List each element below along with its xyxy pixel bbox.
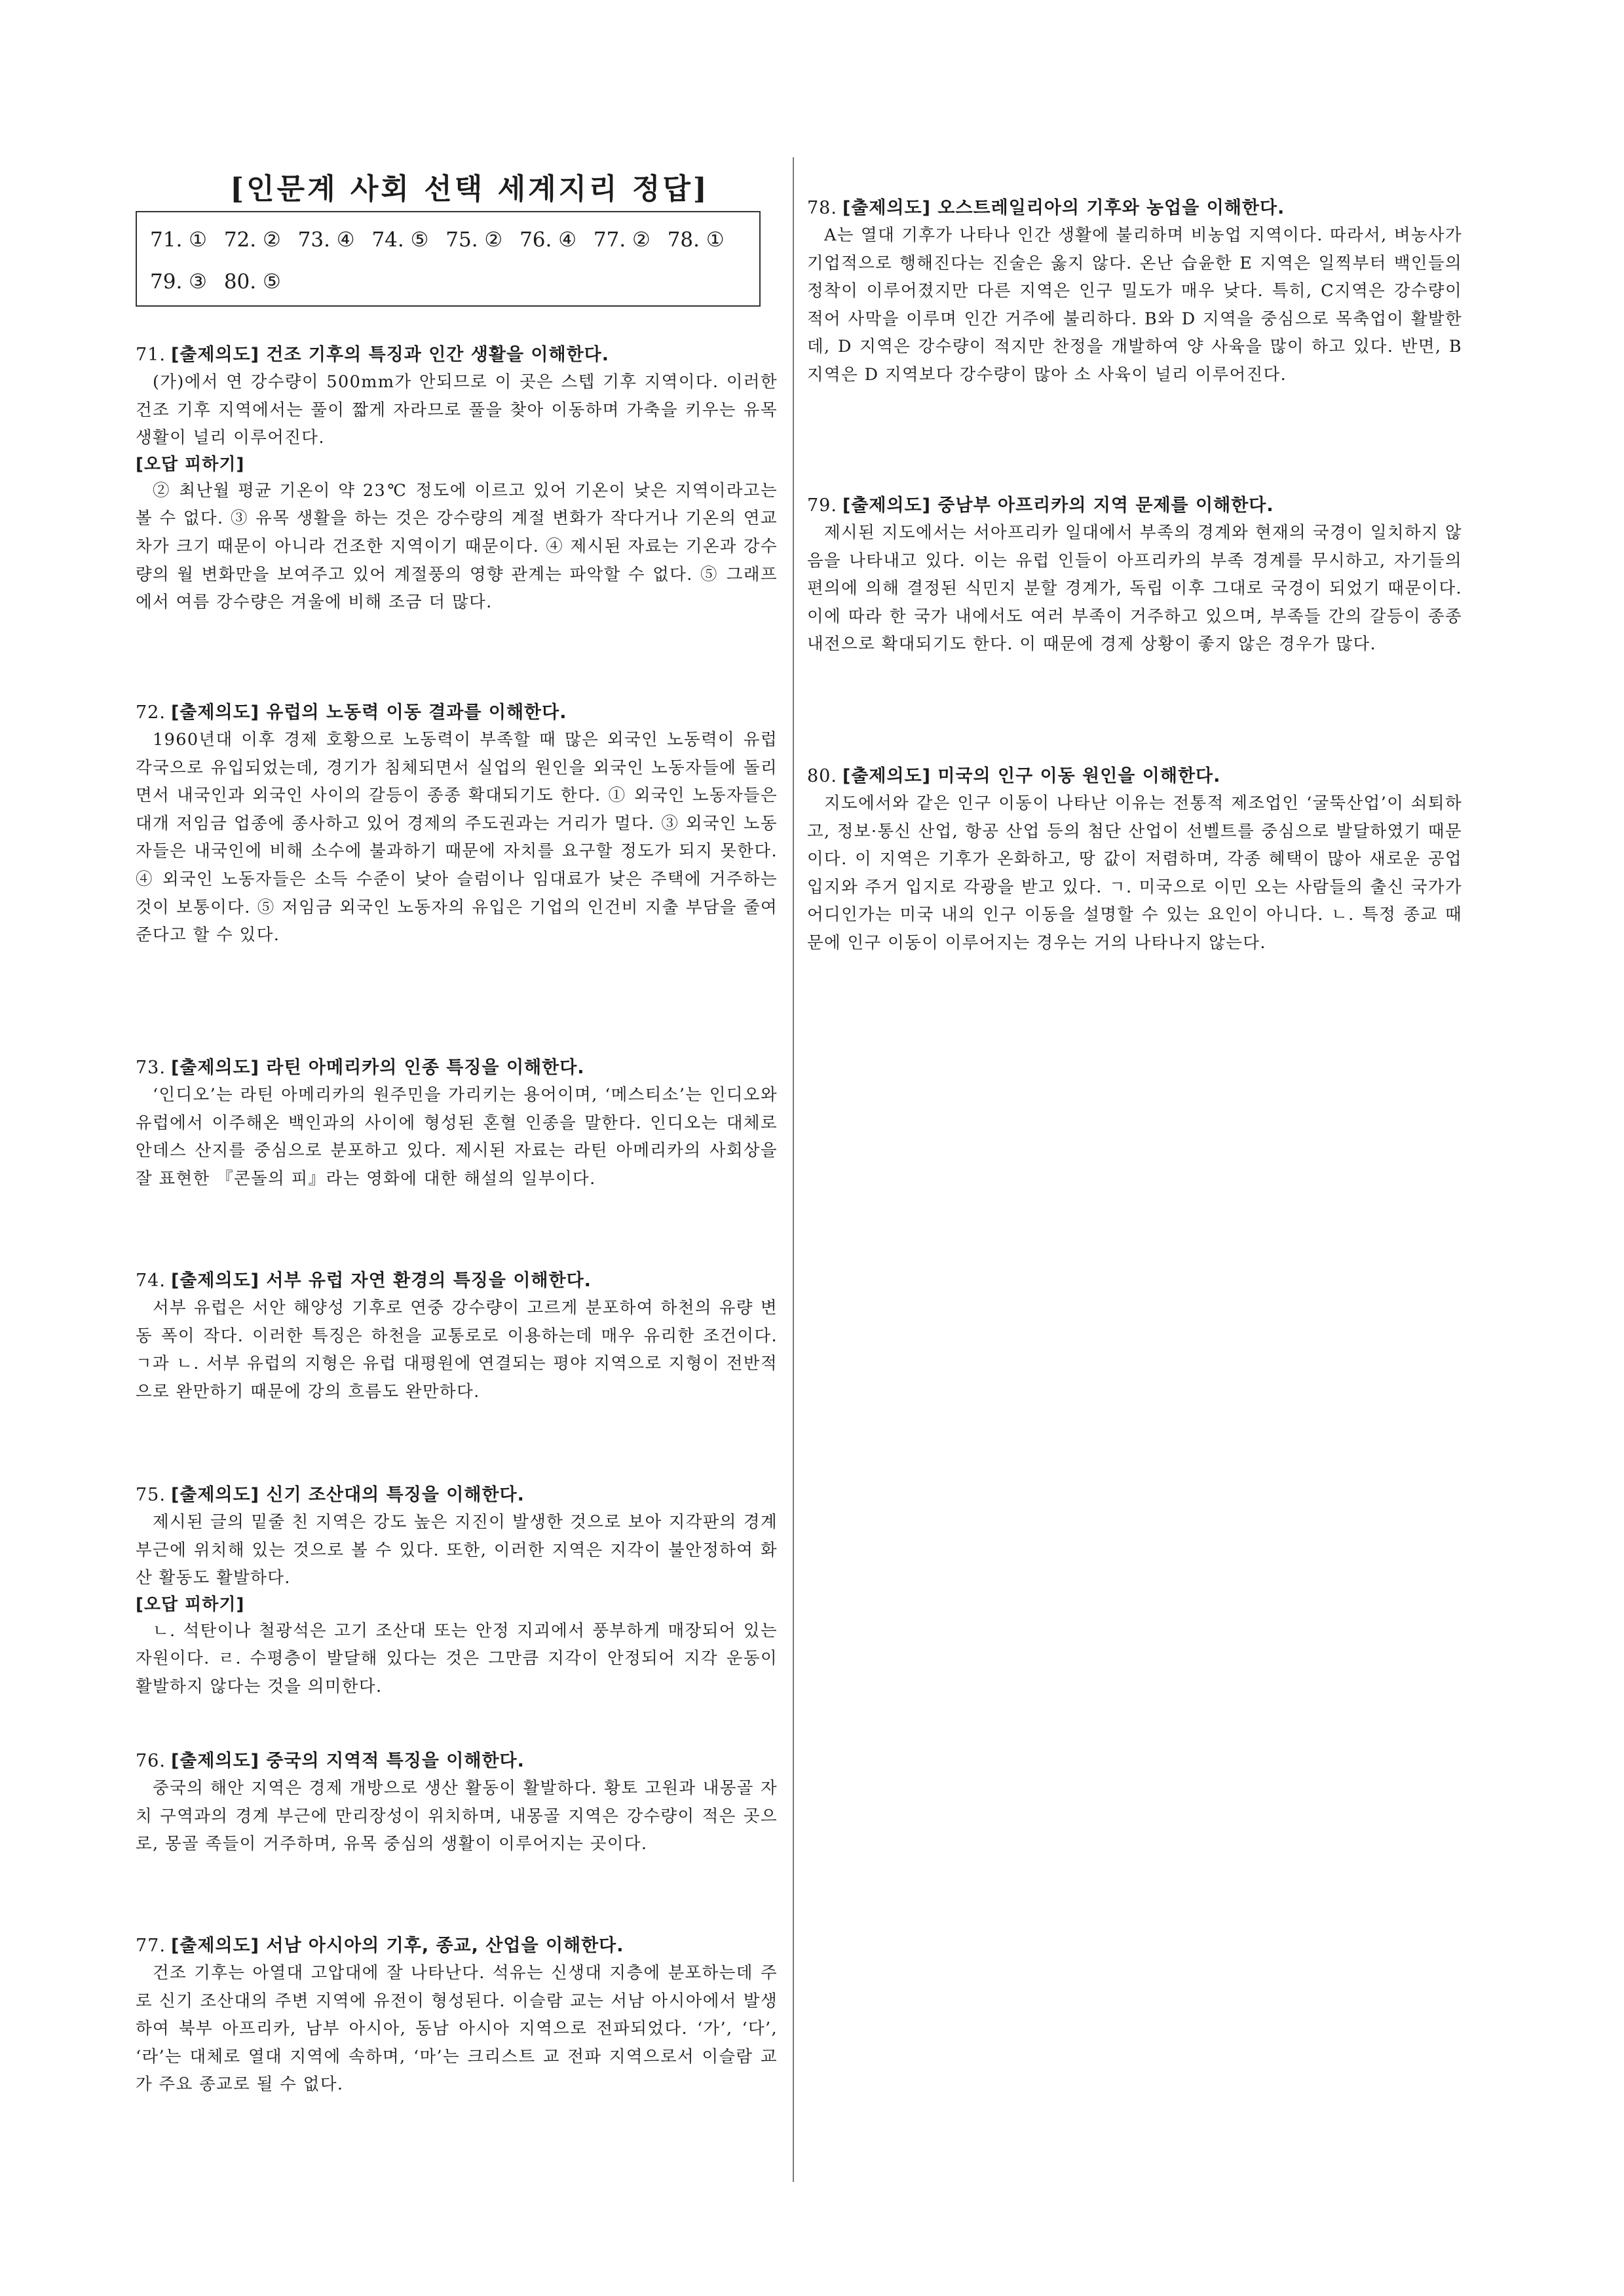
- question-73: [136, 1055, 778, 1193]
- answer-76: 76. ④: [519, 228, 577, 252]
- explanation-text: 건조 기후는 아열대 고압대에 잘 나타난다. 석유는 신생대 지층에 분포하는데 주로 신기 조산대의 주변 지역에 유전이 형성된다. 이슬람 교는 서남 아시아에서 발생하여 북부 아프리카, 남부 아시아, 동남 아시아 지역으로 전파되었다. ‘가’, ‘다’, ‘라’는 대체로 열대 지역에 속하며, ‘마’는 크리스트 교 전파 지역으로서 이슬람 교가 주요 종교로 될 수 없다.: [136, 1963, 778, 2095]
- question-heading: 74. [출제의도] 서부 유럽 자연 환경의 특징을 이해한다.: [136, 1271, 592, 1291]
- question-heading: 79. [출제의도] 중남부 아프리카의 지역 문제를 이해한다.: [807, 495, 1274, 516]
- question-78: [807, 195, 1462, 389]
- page-title: [인문계 사회 선택 세계지리 정답]: [230, 172, 709, 206]
- question-77: [136, 1933, 778, 2099]
- answer-80: 80. ⑤: [223, 270, 281, 294]
- question-74: [136, 1268, 778, 1406]
- explanation-text: 1960년대 이후 경제 호황으로 노동력이 부족할 때 많은 외국인 노동력이 유럽 각국으로 유입되었는데, 경기가 침체되면서 실업의 원인을 외국인 노동자들에 돌리면서 내국인과 외국인 사이의 갈등이 종종 확대되기도 한다. ① 외국인 노동자들은 대개 저임금 업종에 종사하고 있어 경제의 주도권과는 거리가 멀다. ③ 외국인 노동자들은 내국인에 비해 소수에 불과하기 때문에 자치를 요구할 정도가 되지 못한다. ④ 외국인 노동자들은 소득 수준이 낮아 슬럼이나 임대료가 낮은 주택에 거주하는 것이 보통이다. ⑤ 저임금 외국인 노동자의 유입은 기업의 인건비 지출 부담을 줄여준다고 할 수 있다.: [136, 730, 778, 946]
- answer-79: 79. ③: [150, 270, 207, 294]
- answer-77: 77. ②: [593, 228, 651, 252]
- answer-key-box: [136, 211, 761, 307]
- answer-73: 73. ④: [297, 228, 355, 252]
- question-heading: 72. [출제의도] 유럽의 노동력 이동 결과를 이해한다.: [136, 702, 567, 723]
- explanation-text: (가)에서 연 강수량이 500mm가 안되므로 이 곳은 스텝 기후 지역이다. 이러한 건조 기후 지역에서는 풀이 짧게 자라므로 풀을 찾아 이동하며 가축을 키우는 유목 생활이 널리 이루어진다.: [136, 372, 778, 448]
- answer-78: 78. ①: [667, 228, 725, 252]
- question-heading: 75. [출제의도] 신기 조산대의 특징을 이해한다.: [136, 1485, 525, 1505]
- question-80: [807, 763, 1462, 957]
- answer-75: 75. ②: [445, 228, 503, 252]
- wrong-answer-heading: [오답 피하기]: [136, 454, 245, 474]
- explanation-text: A는 열대 기후가 나타나 인간 생활에 불리하며 비농업 지역이다. 따라서, 벼농사가 기업적으로 행해진다는 진술은 옳지 않다. 온난 습윤한 E 지역은 일찍부터 백인들의 정착이 이루어졌지만 다른 지역은 인구 밀도가 매우 낮다. 특히, C지역은 강수량이 적어 사막을 이루며 인간 거주에 불리하다. B와 D 지역을 중심으로 목축업이 활발한데, D 지역은 강수량이 적지만 찬정을 개발하여 양 사육을 많이 하고 있다. 반면, B 지역은 D 지역보다 강수량이 많아 소 사육이 널리 이루어진다.: [807, 225, 1462, 385]
- question-72: [136, 700, 778, 949]
- explanation-text: ‘인디오’는 라틴 아메리카의 원주민을 가리키는 용어이며, ‘메스티소’는 인디오와 유럽에서 이주해온 백인과의 사이에 형성된 혼혈 인종을 말한다. 인디오는 대체로 안데스 산지를 중심으로 분포하고 있다. 제시된 자료는 라틴 아메리카의 사회상을 잘 표현한 『콘돌의 피』라는 영화에 대한 해설의 일부이다.: [136, 1085, 778, 1189]
- wrong-answer-heading: [오답 피하기]: [136, 1594, 245, 1615]
- question-heading: 78. [출제의도] 오스트레일리아의 기후와 농업을 이해한다.: [807, 198, 1285, 218]
- answer-74: 74. ⑤: [371, 228, 429, 252]
- wrong-answer-text: ㄴ. 석탄이나 철광석은 고기 조산대 또는 안정 지괴에서 풍부하게 매장되어 있는 자원이다. ㄹ. 수평층이 발달해 있다는 것은 그만큼 지각이 안정되어 지각 운동이 활발하지 않다는 것을 의미한다.: [136, 1620, 778, 1696]
- column-divider: [793, 157, 794, 2182]
- question-heading: 80. [출제의도] 미국의 인구 이동 원인을 이해한다.: [807, 766, 1221, 786]
- explanation-text: 제시된 글의 밑줄 친 지역은 강도 높은 지진이 발생한 것으로 보아 지각판의 경계 부근에 위치해 있는 것으로 볼 수 있다. 또한, 이러한 지역은 지각이 불안정하여 화산 활동도 활발하다.: [136, 1512, 778, 1588]
- explanation-text: 서부 유럽은 서안 해양성 기후로 연중 강수량이 고르게 분포하여 하천의 유량 변동 폭이 작다. 이러한 특징은 하천을 교통로로 이용하는데 매우 유리한 조건이다. ㄱ과 ㄴ. 서부 유럽의 지형은 유럽 대평원에 연결되는 평야 지역으로 지형이 전반적으로 완만하기 때문에 강의 흐름도 완만하다.: [136, 1298, 778, 1402]
- explanation-text: 지도에서와 같은 인구 이동이 나타난 이유는 전통적 제조업인 ‘굴뚝산업’이 쇠퇴하고, 정보·통신 산업, 항공 산업 등의 첨단 산업이 선벨트를 중심으로 발달하였기 때문이다. 이 지역은 기후가 온화하고, 땅 값이 저렴하며, 각종 혜택이 많아 새로운 공업 입지와 주거 입지로 각광을 받고 있다. ㄱ. 미국으로 이민 오는 사람들의 출신 국가가 어디인가는 미국 내의 인구 이동을 설명할 수 있는 요인이 아니다. ㄴ. 특정 종교 때문에 인구 이동이 이루어지는 경우는 거의 나타나지 않는다.: [807, 794, 1462, 953]
- answer-71: 71. ①: [150, 228, 207, 252]
- question-71: [136, 342, 778, 617]
- wrong-answer-text: ② 최난월 평균 기온이 약 23℃ 정도에 이르고 있어 기온이 낮은 지역이라고는 볼 수 없다. ③ 유목 생활을 하는 것은 강수량의 계절 변화가 작다거나 기온의 연교차가 크기 때문이 아니라 건조한 지역이기 때문이다. ④ 제시된 자료는 기온과 강수량의 월 변화만을 보여주고 있어 계절풍의 영향 관계는 파악할 수 없다. ⑤ 그래프에서 여름 강수량은 겨울에 비해 조금 더 많다.: [136, 480, 778, 613]
- explanation-text: 중국의 해안 지역은 경제 개방으로 생산 활동이 활발하다. 황토 고원과 내몽골 자치 구역과의 경계 부근에 만리장성이 위치하며, 내몽골 지역은 강수량이 적은 곳으로, 몽골 족들이 거주하며, 유목 중심의 생활이 이루어지는 곳이다.: [136, 1778, 778, 1854]
- question-heading: 77. [출제의도] 서남 아시아의 기후, 종교, 산업을 이해한다.: [136, 1936, 624, 1956]
- question-heading: 71. [출제의도] 건조 기후의 특징과 인간 생활을 이해한다.: [136, 345, 610, 365]
- question-75: [136, 1482, 778, 1701]
- explanation-text: 제시된 지도에서는 서아프리카 일대에서 부족의 경계와 현재의 국경이 일치하지 않음을 나타내고 있다. 이는 유럽 인들이 아프리카의 부족 경계를 무시하고, 자기들의 편의에 의해 결정된 식민지 분할 경계가, 독립 이후 그대로 국경이 되었기 때문이다. 이에 따라 한 국가 내에서도 여러 부족이 거주하고 있으며, 부족들 간의 갈등이 종종 내전으로 확대되기도 한다. 이 때문에 경제 상황이 좋지 않은 경우가 많다.: [807, 523, 1462, 655]
- question-76: [136, 1748, 778, 1858]
- answer-72: 72. ②: [223, 228, 281, 252]
- question-79: [807, 493, 1462, 659]
- question-heading: 76. [출제의도] 중국의 지역적 특징을 이해한다.: [136, 1751, 525, 1771]
- question-heading: 73. [출제의도] 라틴 아메리카의 인종 특징을 이해한다.: [136, 1058, 585, 1078]
